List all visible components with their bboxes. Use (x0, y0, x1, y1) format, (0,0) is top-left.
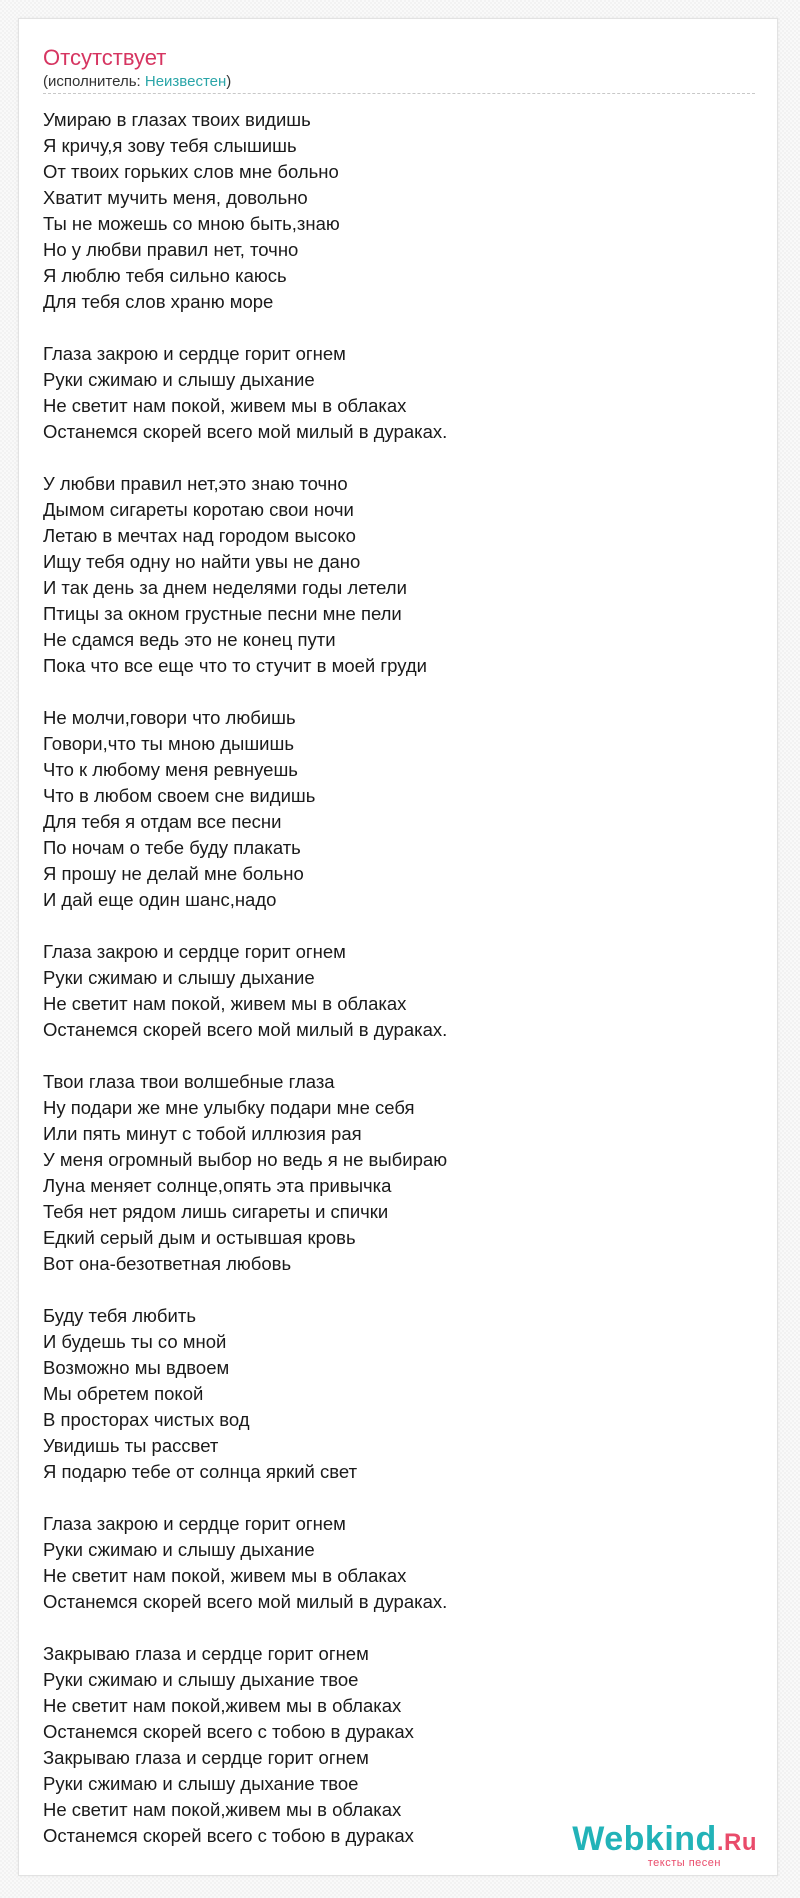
lyric-line: Луна меняет солнце,опять эта привычка (43, 1175, 392, 1196)
lyric-line: Руки сжимаю и слышу дыхание твое (43, 1773, 359, 1794)
lyric-line: По ночам о тебе буду плакать (43, 837, 301, 858)
lyric-line: В просторах чистых вод (43, 1409, 250, 1430)
artist-suffix: ) (226, 73, 232, 90)
lyric-line: У любви правил нет,это знаю точно (43, 473, 348, 494)
lyrics-text (43, 107, 763, 1849)
lyric-line: Не молчи,говори что любишь (43, 707, 296, 728)
lyric-line: Птицы за окном грустные песни мне пели (43, 603, 402, 624)
lyric-line: Руки сжимаю и слышу дыхание (43, 1539, 315, 1560)
stanza-break (43, 1277, 763, 1303)
stanza-break (43, 315, 763, 341)
lyric-line: Но у любви правил нет, точно (43, 239, 299, 260)
lyric-line: Для тебя я отдам все песни (43, 811, 282, 832)
lyric-line: Буду тебя любить (43, 1305, 196, 1326)
lyric-line: Останемся скорей всего мой милый в дураках. (43, 1019, 448, 1040)
lyric-line: Едкий серый дым и остывшая кровь (43, 1227, 356, 1248)
stanza-break (43, 1485, 763, 1511)
lyric-line: Останемся скорей всего мой милый в дураках. (43, 1591, 448, 1612)
lyric-line: Пока что все еще что то стучит в моей груди (43, 655, 428, 676)
artist-link[interactable]: Неизвестен (144, 73, 227, 90)
artist-prefix: (исполнитель: (43, 73, 145, 90)
lyric-line: Глаза закрою и сердце горит огнем (43, 1513, 346, 1534)
lyric-line: И будешь ты со мной (43, 1331, 227, 1352)
title-divider (43, 93, 755, 94)
lyric-line: Не светит нам покой, живем мы в облаках (43, 993, 407, 1014)
stanza-break (43, 1043, 763, 1069)
lyric-line: Останемся скорей всего с тобою в дураках (43, 1721, 414, 1742)
lyric-line: Что в любом своем сне видишь (43, 785, 316, 806)
lyric-line: И так день за днем неделями годы летели (43, 577, 407, 598)
lyric-line: Останемся скорей всего с тобою в дураках (43, 1825, 414, 1846)
logo-tld: .Ru (716, 1829, 757, 1856)
lyric-line: Вот она-безответная любовь (43, 1253, 292, 1274)
logo-name: Webkind (572, 1820, 717, 1858)
lyric-line: Возможно мы вдвоем (43, 1357, 230, 1378)
lyric-line: Я кричу,я зову тебя слышишь (43, 135, 297, 156)
lyric-line: Не светит нам покой,живем мы в облаках (43, 1799, 402, 1820)
lyric-line: Не сдамся ведь это не конец пути (43, 629, 336, 650)
lyric-line: Я подарю тебе от солнца яркий свет (43, 1461, 358, 1482)
lyric-line: Не светит нам покой, живем мы в облаках (43, 395, 407, 416)
lyric-line: Ну подари же мне улыбку подари мне себя (43, 1097, 415, 1118)
lyric-line: Ты не можешь со мною быть,знаю (43, 213, 340, 234)
lyric-line: Глаза закрою и сердце горит огнем (43, 941, 346, 962)
lyric-line: Закрываю глаза и сердце горит огнем (43, 1747, 369, 1768)
lyric-line: Дымом сигареты коротаю свои ночи (43, 499, 354, 520)
lyric-line: У меня огромный выбор но ведь я не выбираю (43, 1149, 448, 1170)
stanza-break (43, 679, 763, 705)
song-card (18, 18, 778, 1876)
lyric-line: Хватит мучить меня, довольно (43, 187, 308, 208)
lyric-line: Останемся скорей всего мой милый в дураках. (43, 421, 448, 442)
logo-wordmark (572, 1821, 757, 1861)
lyric-line: Летаю в мечтах над городом высоко (43, 525, 356, 546)
lyric-line: Глаза закрою и сердце горит огнем (43, 343, 346, 364)
lyric-line: Ищу тебя одну но найти увы не дано (43, 551, 361, 572)
lyric-line: Я люблю тебя сильно каюсь (43, 265, 287, 286)
lyric-line: Что к любому меня ревнуешь (43, 759, 298, 780)
lyric-line: Твои глаза твои волшебные глаза (43, 1071, 335, 1092)
lyric-line: Я прошу не делай мне больно (43, 863, 304, 884)
lyric-line: Руки сжимаю и слышу дыхание (43, 369, 315, 390)
lyric-line: Увидишь ты рассвет (43, 1435, 219, 1456)
lyric-line: Закрываю глаза и сердце горит огнем (43, 1643, 369, 1664)
lyric-line: Или пять минут с тобой иллюзия рая (43, 1123, 362, 1144)
lyric-line: Тебя нет рядом лишь сигареты и спички (43, 1201, 389, 1222)
lyric-line: Мы обретем покой (43, 1383, 204, 1404)
stanza-break (43, 913, 763, 939)
stanza-break (43, 445, 763, 471)
logo-tagline: тексты песен (647, 1857, 721, 1869)
lyric-line: Не светит нам покой,живем мы в облаках (43, 1695, 402, 1716)
site-logo[interactable] (572, 1821, 757, 1869)
song-title: Отсутствует (43, 45, 167, 70)
lyric-line: Умираю в глазах твоих видишь (43, 109, 311, 130)
lyric-line: Для тебя слов храню море (43, 291, 274, 312)
lyric-line: Руки сжимаю и слышу дыхание твое (43, 1669, 359, 1690)
lyric-line: Говори,что ты мною дышишь (43, 733, 294, 754)
lyric-line: Не светит нам покой, живем мы в облаках (43, 1565, 407, 1586)
lyric-line: От твоих горьких слов мне больно (43, 161, 339, 182)
artist-line (43, 71, 231, 93)
stanza-break (43, 1615, 763, 1641)
lyric-line: Руки сжимаю и слышу дыхание (43, 967, 315, 988)
lyric-line: И дай еще один шанс,надо (43, 889, 277, 910)
